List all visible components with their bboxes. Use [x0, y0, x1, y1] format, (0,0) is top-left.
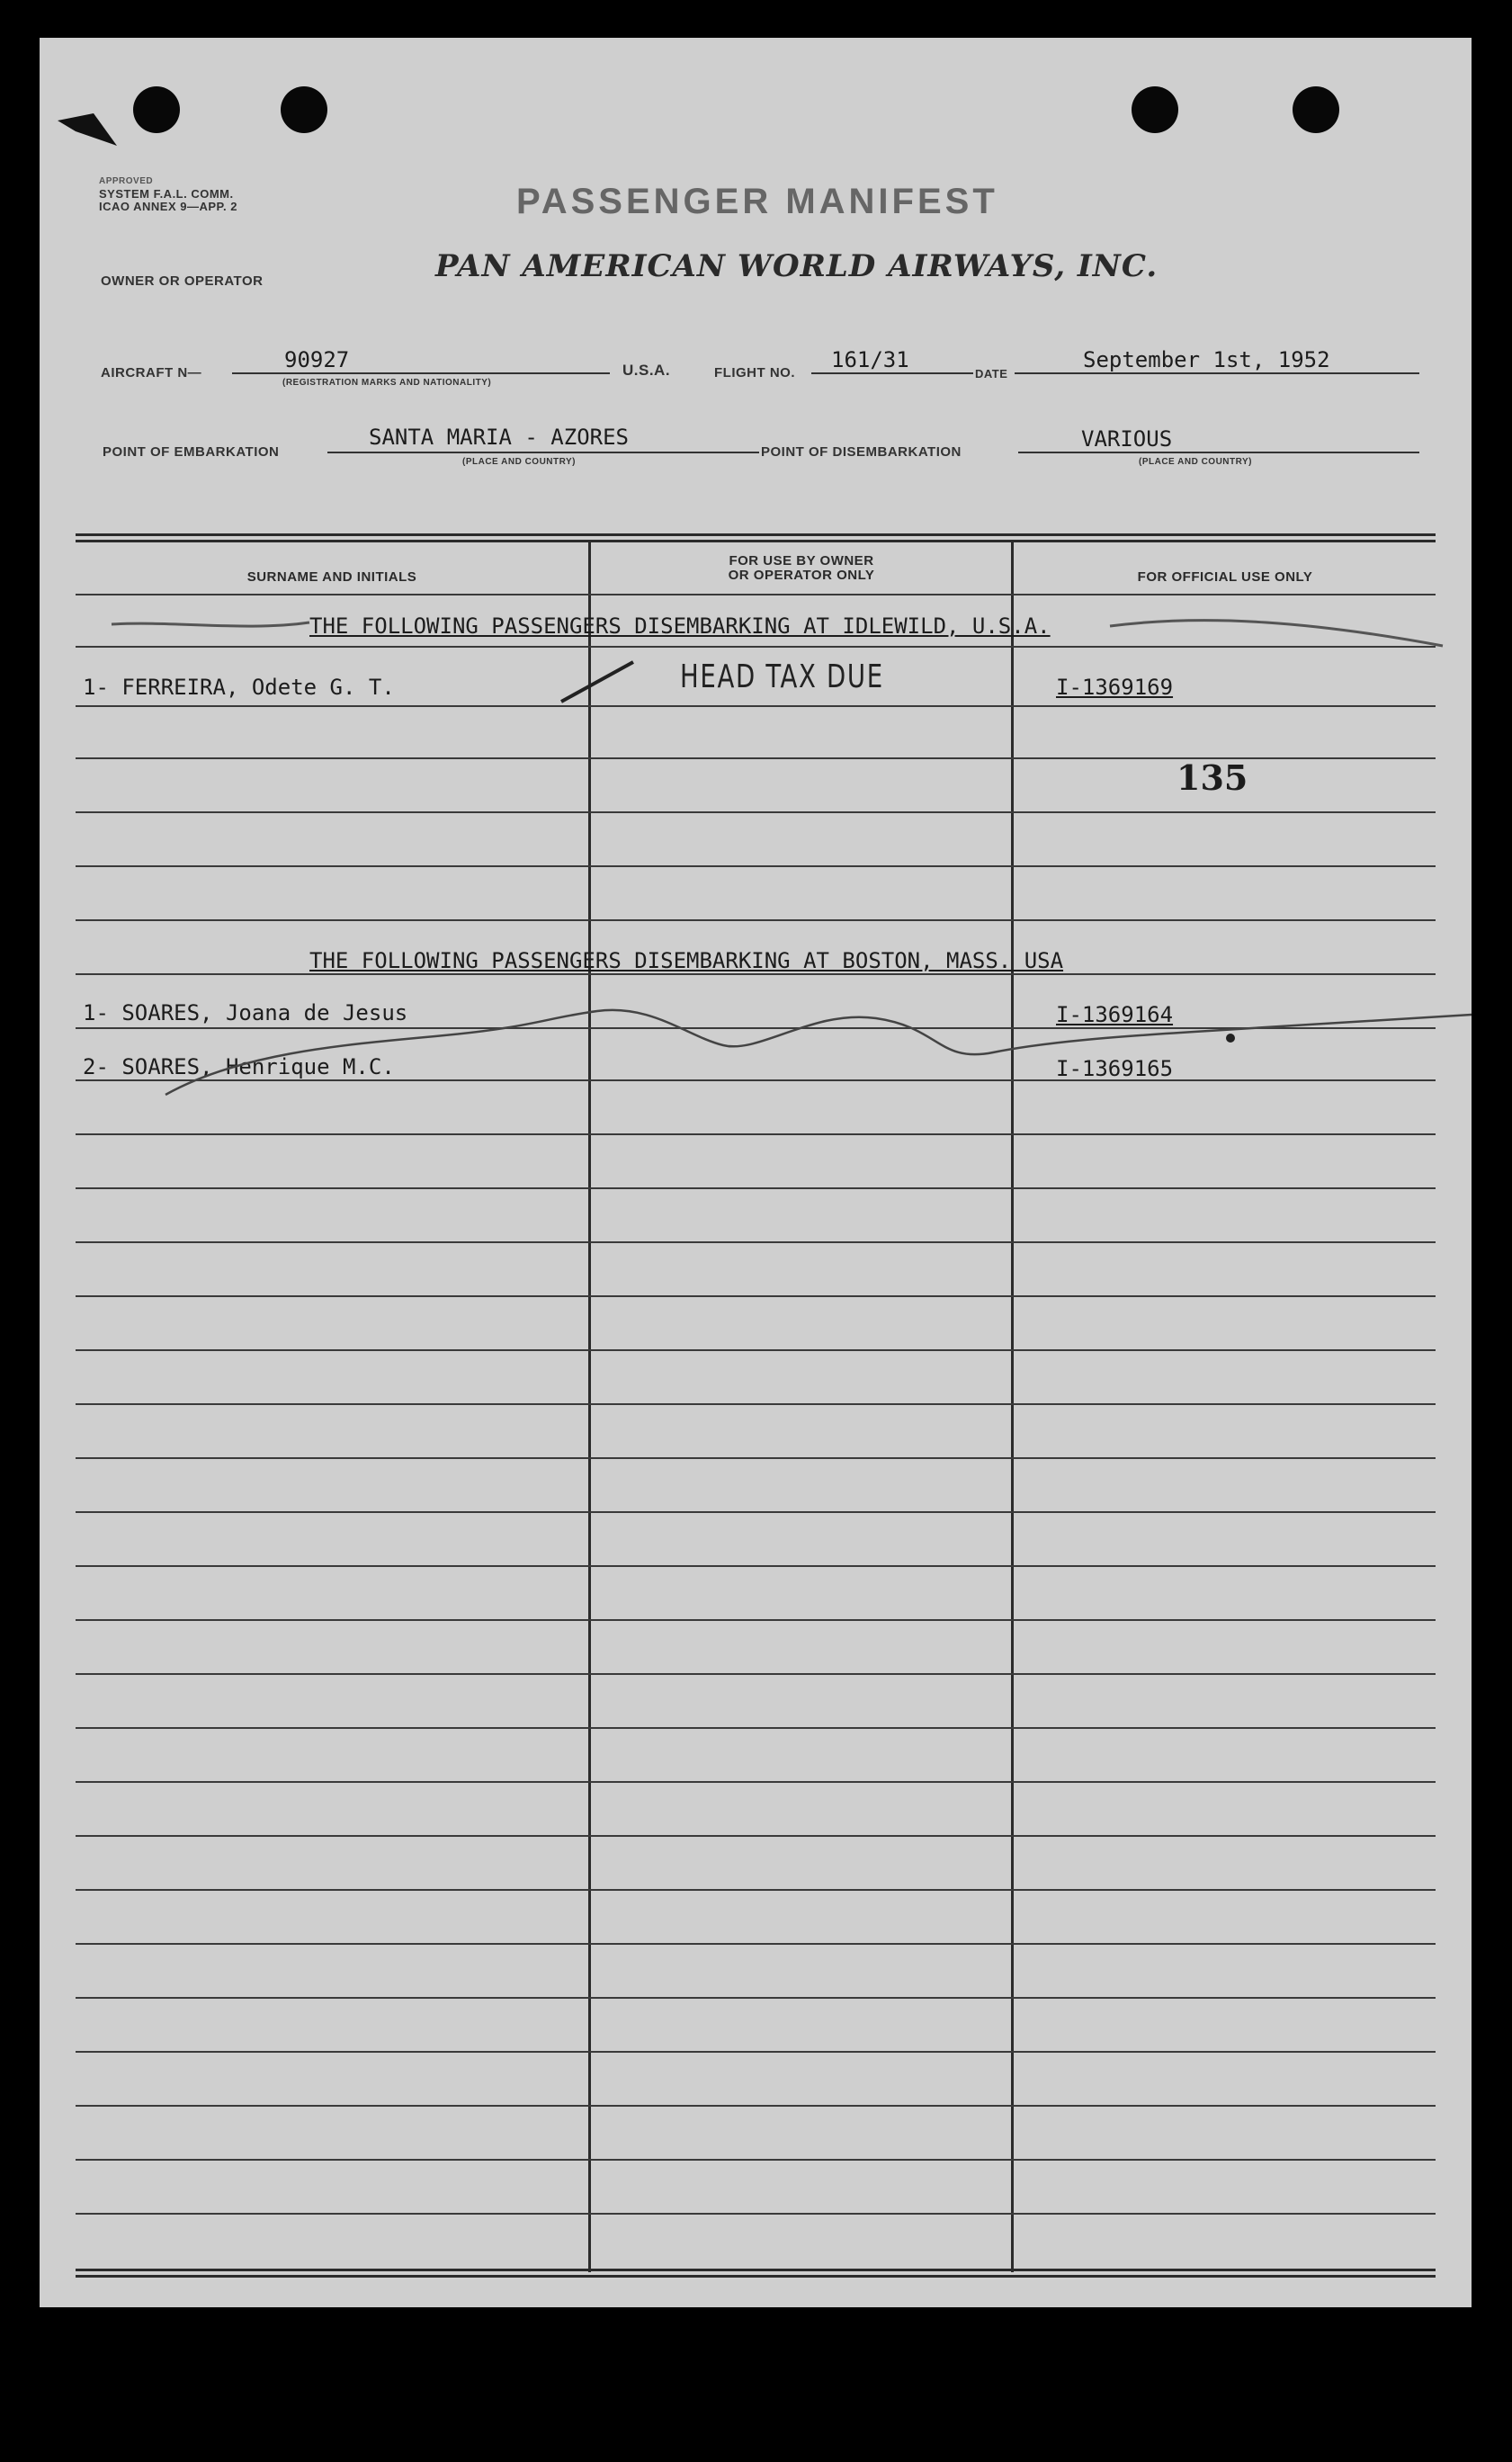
passenger-number: I-1369165: [1056, 1056, 1174, 1081]
icao-text: ICAO ANNEX 9—APP. 2: [99, 200, 237, 213]
airline-name: PAN AMERICAN WORLD AIRWAYS, INC.: [435, 248, 1159, 284]
embark-caption: (PLACE AND COUNTRY): [462, 457, 576, 467]
embark-label: POINT OF EMBARKATION: [103, 444, 280, 460]
section-heading-idlewild: THE FOLLOWING PASSENGERS DISEMBARKING AT IDLEWILD, U.S.A.: [309, 613, 1051, 639]
pencil-stroke: [1110, 621, 1443, 646]
pencil-marks: [40, 38, 1472, 2307]
passenger-name: 1- FERREIRA, Odete G. T.: [83, 675, 395, 700]
passenger-number: I-1369169: [1056, 675, 1174, 700]
aircraft-value: 90927: [284, 347, 350, 372]
disembark-caption: (PLACE AND COUNTRY): [1139, 457, 1252, 467]
disembark-value: VARIOUS: [1081, 426, 1173, 452]
owner-use-header-line1: FOR USE BY OWNER: [729, 553, 874, 568]
section-heading-boston: THE FOLLOWING PASSENGERS DISEMBARKING AT BOSTON, MASS. USA: [309, 948, 1064, 973]
passenger-name: 1- SOARES, Joana de Jesus: [83, 1000, 408, 1025]
approval-text: APPROVED: [99, 176, 154, 186]
page-number: 135: [1176, 757, 1248, 798]
passenger-number: I-1369164: [1056, 1002, 1174, 1027]
pencil-stroke: [166, 1010, 1472, 1095]
owner-use-header-line2: OR OPERATOR ONLY: [728, 568, 875, 583]
disembark-label: POINT OF DISEMBARKATION: [761, 444, 962, 460]
passenger-name: 2- SOARES, Henrique M.C.: [83, 1054, 395, 1079]
pencil-stroke: [58, 113, 117, 146]
flight-label: FLIGHT NO.: [714, 365, 795, 380]
usa-label: U.S.A.: [622, 362, 671, 379]
date-value: September 1st, 1952: [1083, 347, 1330, 372]
manifest-sheet: [40, 38, 1472, 2307]
head-tax-stamp: HEAD TAX DUE: [680, 658, 884, 695]
owner-label: OWNER OR OPERATOR: [101, 273, 264, 289]
official-column-header: FOR OFFICIAL USE ONLY: [1137, 569, 1313, 585]
aircraft-label: AIRCRAFT N—: [101, 365, 202, 380]
embark-value: SANTA MARIA - AZORES: [369, 425, 629, 450]
pencil-stroke: [561, 662, 633, 702]
system-text: SYSTEM F.A.L. COMM.: [99, 187, 234, 201]
pencil-stroke: [112, 622, 309, 626]
date-label: DATE: [975, 367, 1008, 380]
form-title: PASSENGER MANIFEST: [516, 182, 998, 221]
flight-value: 161/31: [831, 347, 909, 372]
surname-column-header: SURNAME AND INITIALS: [246, 569, 417, 585]
ink-dot: [1226, 1034, 1235, 1043]
registration-caption: (REGISTRATION MARKS AND NATIONALITY): [282, 378, 492, 388]
